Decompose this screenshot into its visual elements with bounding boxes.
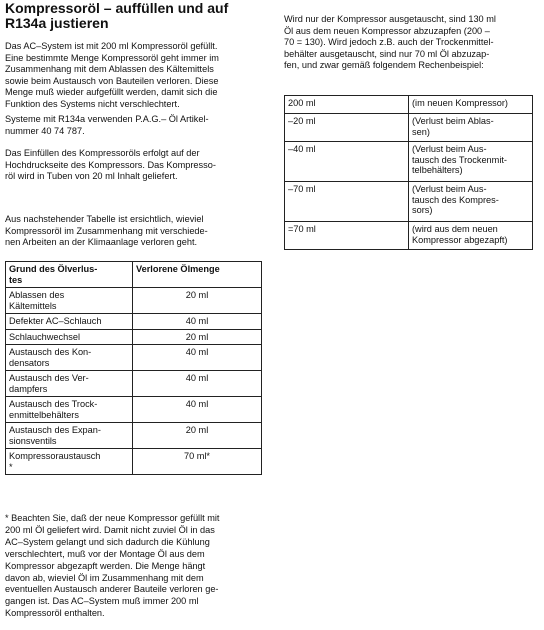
amount-cell: 70 ml* — [133, 449, 262, 475]
calculation-table — [284, 95, 533, 250]
table-row — [6, 345, 262, 371]
note-cell: (Verlust beim Aus- tausch des Kompres- sors) — [409, 182, 533, 222]
table-header-row — [6, 262, 262, 288]
amount-cell: 20 ml — [133, 423, 262, 449]
reason-cell: Schlauchwechsel — [6, 329, 133, 345]
text-line: 200 ml Öl geliefert wird. Damit nicht zuviel Öl in das — [5, 524, 215, 535]
text-line: Funktion des Systems nicht verschlechtert. — [5, 98, 180, 109]
amount-cell: 20 ml — [133, 329, 262, 345]
reason-cell: Austausch des Trock- enmittelbehälters — [6, 397, 133, 423]
table-row — [6, 314, 262, 330]
text-line: Wird nur der Kompressor ausgetauscht, sind 130 ml — [284, 14, 496, 24]
amount-cell: 40 ml — [133, 345, 262, 371]
text-line: davon ab, wieviel Öl im Zusammenhang mit dem — [5, 572, 204, 583]
value-cell: 200 ml — [285, 96, 409, 114]
calculation-intro-paragraph — [284, 14, 496, 72]
reason-cell: Austausch des Ver- dampfers — [6, 371, 133, 397]
table-row — [285, 96, 533, 114]
table-row — [6, 449, 262, 475]
text-line: Menge muß wieder aufgefüllt werden, damit sich die — [5, 87, 218, 98]
text-line: Systeme mit R134a verwenden P.A.G.– Öl Artikel- — [5, 114, 209, 124]
text-line: verschlechtert, muß vor der Montage Öl aus dem — [5, 548, 205, 559]
text-line: Kompressor abgezapft werden. Die Menge hängt — [5, 560, 206, 571]
amount-cell: 40 ml — [133, 314, 262, 330]
text-line: 70 = 130). Wird jedoch z.B. auch der Trockenmittel- — [284, 37, 494, 48]
title-line: Kompressoröl – auffüllen und auf — [5, 0, 229, 16]
table-row — [285, 142, 533, 182]
table-row — [285, 182, 533, 222]
oil-type-paragraph — [5, 114, 209, 137]
text-line: behälter ausgetauscht, sind nur 70 ml Öl abzuzap- — [284, 48, 490, 59]
note-cell: (wird aus dem neuen Kompressor abgezapft) — [409, 222, 533, 250]
text-line: Kompressoröl enthalten. — [5, 608, 105, 619]
table-row — [6, 397, 262, 423]
text-line: * Beachten Sie, daß der neue Kompressor gefüllt mit — [5, 513, 220, 523]
reason-cell: Austausch des Expan- sionsventils — [6, 423, 133, 449]
value-cell: =70 ml — [285, 222, 409, 250]
table-row — [6, 329, 262, 345]
value-cell: –70 ml — [285, 182, 409, 222]
table-row — [285, 114, 533, 142]
text-line: fen, und zwar gemäß folgendem Rechenbeispiel: — [284, 60, 484, 71]
value-cell: –40 ml — [285, 142, 409, 182]
table-intro-paragraph — [5, 214, 208, 249]
page-title — [5, 1, 267, 31]
reason-cell: Kompressoraustausch * — [6, 449, 133, 475]
text-line: nen Arbeiten an der Klimaanlage verloren geht. — [5, 237, 198, 248]
note-cell: (Verlust beim Aus- tausch des Trockenmit- telbehälters) — [409, 142, 533, 182]
oil-loss-table — [5, 261, 262, 475]
reason-cell: Defekter AC–Schlauch — [6, 314, 133, 330]
filling-paragraph — [5, 148, 216, 183]
text-line: gangen ist. Das AC–System muß immer 200 ml — [5, 596, 199, 607]
intro-paragraph — [5, 41, 219, 111]
reason-cell: Austausch des Kon- densators — [6, 345, 133, 371]
note-cell: (Verlust beim Ablas- sen) — [409, 114, 533, 142]
value-cell: –20 ml — [285, 114, 409, 142]
amount-cell: 40 ml — [133, 397, 262, 423]
header-amount: Verlorene Ölmenge — [133, 262, 262, 288]
table-row — [6, 371, 262, 397]
table-row — [6, 423, 262, 449]
text-line: Das Einfüllen des Kompressoröls erfolgt auf der — [5, 148, 200, 158]
note-cell: (im neuen Kompressor) — [409, 96, 533, 114]
reason-cell: Ablassen des Kältemittels — [6, 288, 133, 314]
amount-cell: 20 ml — [133, 288, 262, 314]
text-line: AC–System gelangt und sich dadurch die Kühlung — [5, 536, 210, 547]
text-line: Eine bestimmte Menge Kompressoröl geht immer im — [5, 52, 219, 63]
text-line: Öl aus dem neuen Kompressor abzuzapfen (200 – — [284, 25, 490, 36]
table-row — [285, 222, 533, 250]
footnote — [5, 513, 220, 620]
text-line: Kompressoröl im Zusammenhang mit verschiede- — [5, 225, 208, 236]
text-line: sowie beim Austausch von Bauteilen verloren. Diese — [5, 75, 219, 86]
text-line: Aus nachstehender Tabelle ist ersichtlich, wieviel — [5, 214, 204, 224]
text-line: röl wird in Tuben von 20 ml Inhalt geliefert. — [5, 171, 178, 182]
text-line: Das AC–System ist mit 200 ml Kompressoröl gefüllt. — [5, 41, 218, 51]
text-line: nummer 40 74 787. — [5, 125, 85, 136]
title-line: R134a justieren — [5, 15, 109, 31]
text-line: eventuellen Austausch anderer Bauteile verloren ge- — [5, 584, 219, 595]
text-line: Hochdruckseite des Kompressors. Das Kompresso- — [5, 159, 216, 170]
table-row — [6, 288, 262, 314]
amount-cell: 40 ml — [133, 371, 262, 397]
header-reason: Grund des Ölverlus- tes — [6, 262, 133, 288]
text-line: Zusammenhang mit dem Ablassen des Kältemittels — [5, 64, 214, 75]
